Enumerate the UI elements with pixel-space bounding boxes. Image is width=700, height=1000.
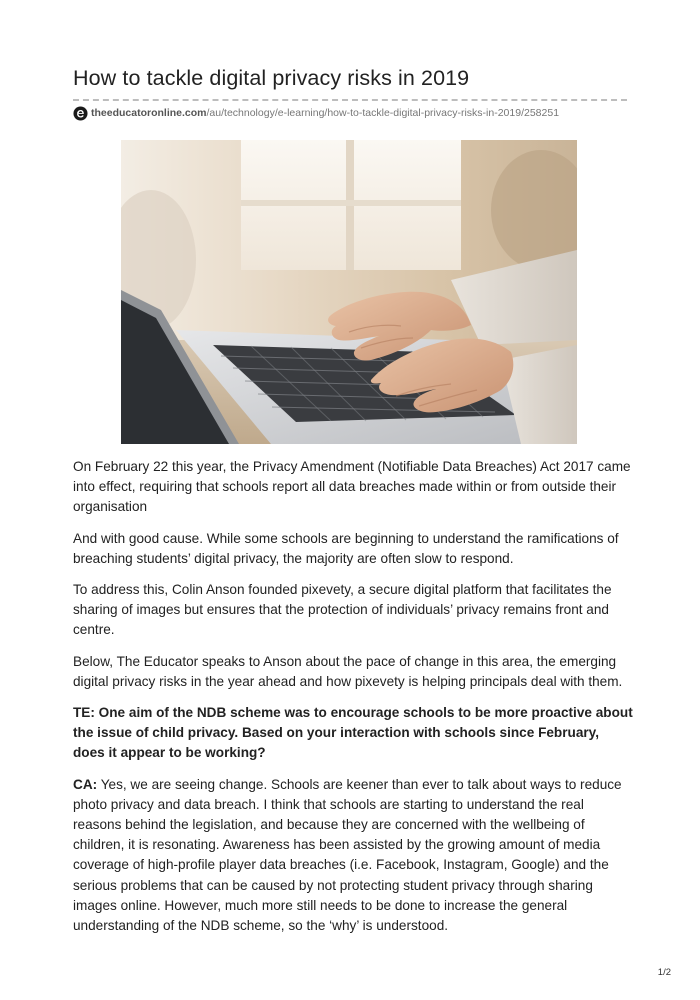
interview-question: TE: One aim of the NDB scheme was to encourage schools to be more proactive about the issue of child privacy. Based on your interaction with schools since February, does it appear to be working? — [73, 705, 633, 761]
paragraph: And with good cause. While some schools are beginning to understand the ramifications of breaching students’ digital privacy, the majority are often slow to respond. — [73, 530, 619, 566]
paragraph: Below, The Educator speaks to Anson about the pace of change in this area, the emerging digital privacy risks in the year ahead and how pixevety is helping principals deal with them. — [73, 653, 623, 689]
laptop-typing-photo — [121, 140, 577, 444]
paragraph: On February 22 this year, the Privacy Amendment (Notifiable Data Breaches) Act 2017 came into effect, requiring that schools report all data breaches made within or from outside their organisation — [73, 459, 631, 515]
article-body — [73, 457, 633, 947]
source-domain[interactable]: theeducatoronline.com — [91, 107, 207, 119]
interview-answer — [73, 775, 633, 937]
source-path[interactable]: /au/technology/e-learning/how-to-tackle-digital-privacy-risks-in-2019/258251 — [206, 107, 560, 119]
title-divider — [73, 99, 627, 101]
paragraph: To address this, Colin Anson founded pixevety, a secure digital platform that facilitates the sharing of images but ensures that the protection of individuals’ privacy remains front and centre. — [73, 582, 612, 638]
source-url-line[interactable] — [73, 105, 559, 121]
answer-label: CA: — [73, 776, 98, 792]
page-number: 1/2 — [657, 967, 671, 978]
article-title: How to tackle digital privacy risks in 2019 — [73, 66, 470, 90]
hero-image — [121, 140, 577, 444]
answer-text: Yes, we are seeing change. Schools are keener than ever to talk about ways to reduce photo privacy and data breach. I think that schools are starting to understand the real reasons behind the legislation, and because they are concerned with the wellbeing of children, it is resonating. Awareness has been assisted by the growing amount of media coverage of high-profile player data breaches (i.e. Facebook, Instagram, Google) and the serious problems that can be caused by not protecting student privacy through sharing images online. However, much more still needs to be done to increase the general understanding of the NDB scheme, so the ‘why’ is understood. — [73, 776, 622, 934]
educator-e-logo-icon — [73, 106, 88, 121]
